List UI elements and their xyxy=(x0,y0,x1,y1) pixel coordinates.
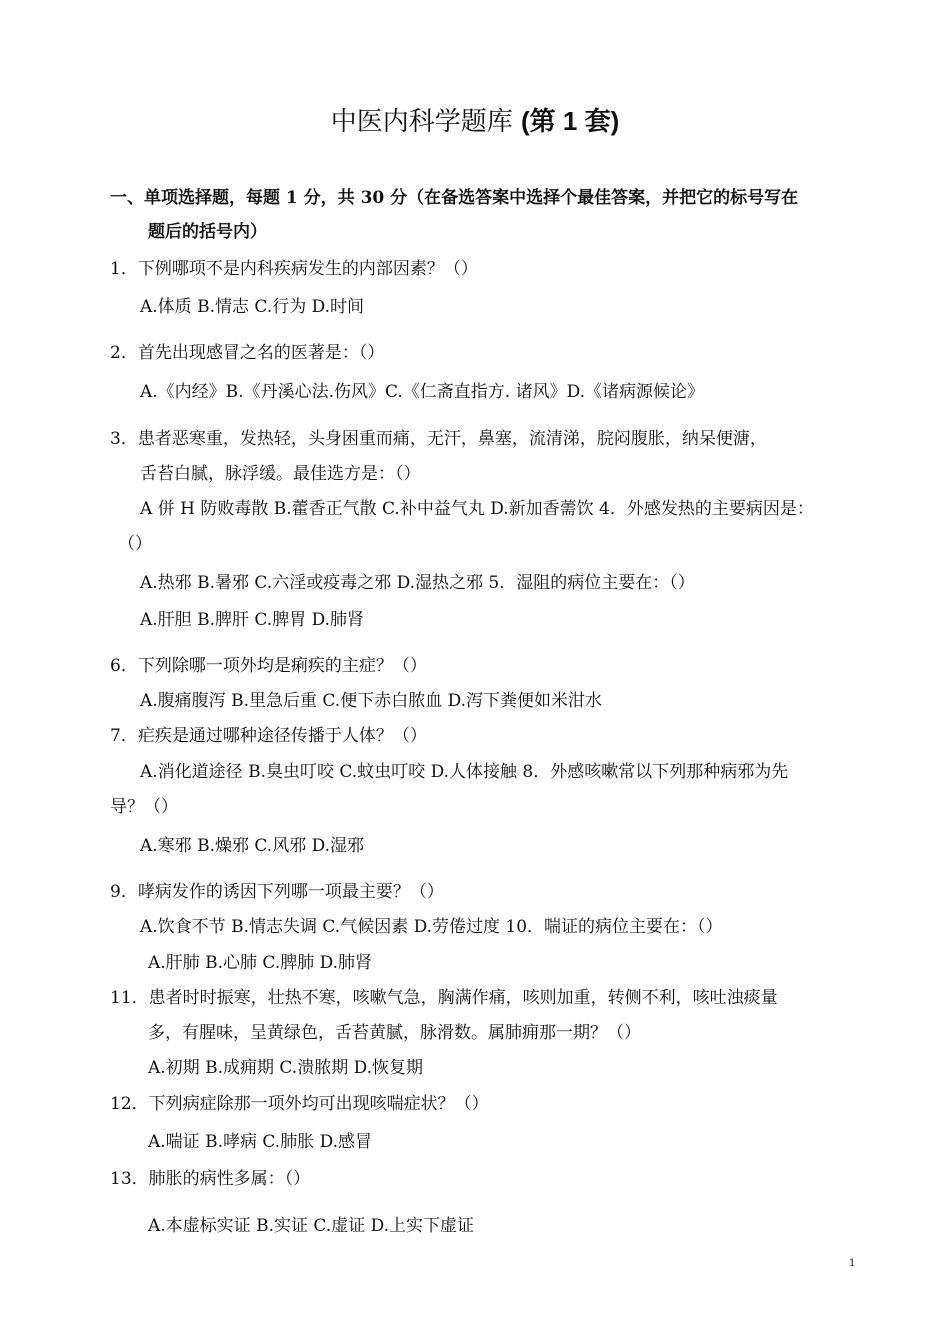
options-line: A.喘证 B.哮病 C.肺胀 D.感冒 xyxy=(148,1132,373,1152)
options-line: A 併 H 防败毒散 B.藿香正气散 C.补中益气丸 D.新加香薷饮 4．外感发热的主要病因是： xyxy=(140,499,814,519)
title-main: 中医内科学题库 xyxy=(330,107,513,137)
options-line: A.消化道途径 B.臭虫叮咬 C.蚊虫叮咬 D.人体接触 8．外感咳嗽常以下列那种病邪为先 xyxy=(140,762,789,782)
options-line: A.热邪 B.暑邪 C.六淫或疫毒之邪 D.湿热之邪 5．湿阻的病位主要在：（） xyxy=(140,573,695,593)
question-line-cont: 导？（） xyxy=(110,797,178,817)
question-line: 7．疟疾是通过哪种途径传播于人体？（） xyxy=(110,726,427,746)
question-line: 3．患者恶寒重，发热轻，头身困重而痛，无汗，鼻塞，流清涕，脘闷腹胀，纳呆便溏， xyxy=(110,429,767,449)
options-line: A.肝肺 B.心肺 C.脾肺 D.肺肾 xyxy=(148,953,373,973)
options-line: A.《内经》B.《丹溪心法.伤风》C.《仁斋直指方. 诸风》D.《诸病源候论》 xyxy=(140,382,705,402)
options-line: A.腹痛腹泻 B.里急后重 C.便下赤白脓血 D.泻下粪便如米泔水 xyxy=(140,691,603,711)
question-line: 9．哮病发作的诱因下列哪一项最主要？（） xyxy=(110,882,444,902)
title-suffix: (第 1 套) xyxy=(521,106,620,136)
question-line: 12．下列病症除那一项外均可出现咳喘症状？（） xyxy=(110,1094,489,1114)
section-heading-cont: 题后的括号内） xyxy=(148,222,267,242)
question-line: 13．肺胀的病性多属：（） xyxy=(110,1169,311,1189)
options-line: A.本虚标实证 B.实证 C.虚证 D.上实下虚证 xyxy=(148,1216,475,1236)
options-line: A.体质 B.情志 C.行为 D.时间 xyxy=(140,297,365,317)
question-line-cont: 多，有腥味，呈黄绿色，舌苔黄腻，脉滑数。属肺痈那一期？（） xyxy=(148,1023,641,1043)
page-number: 1 xyxy=(849,1258,856,1269)
question-line: 1．下例哪项不是内科疾病发生的内部因素？（） xyxy=(110,259,478,279)
question-line-cont: 舌苔白腻，脉浮缓。最佳选方是：（） xyxy=(140,464,421,484)
question-line: 11．患者时时振寒，壮热不寒，咳嗽气急，胸满作痛，咳则加重，转侧不利，咳吐浊痰量 xyxy=(110,988,778,1008)
question-line-cont: （） xyxy=(118,534,152,554)
page-title xyxy=(0,104,950,139)
section-heading: 一、单项选择题，每题 1 分，共 30 分（在备选答案中选择个最佳答案，并把它的标号写在 xyxy=(110,188,799,208)
options-line: A.寒邪 B.燥邪 C.风邪 D.湿邪 xyxy=(140,836,365,856)
options-line: A.饮食不节 B.情志失调 C.气候因素 D.劳倦过度 10．喘证的病位主要在：（） xyxy=(140,917,723,937)
question-line: 6．下列除哪一项外均是痢疾的主症？（） xyxy=(110,656,427,676)
options-line: A.初期 B.成痈期 C.溃脓期 D.恢复期 xyxy=(148,1058,424,1078)
question-line: 2．首先出现感冒之名的医著是：（） xyxy=(110,343,385,363)
options-line: A.肝胆 B.脾肝 C.脾胃 D.肺肾 xyxy=(140,610,365,630)
